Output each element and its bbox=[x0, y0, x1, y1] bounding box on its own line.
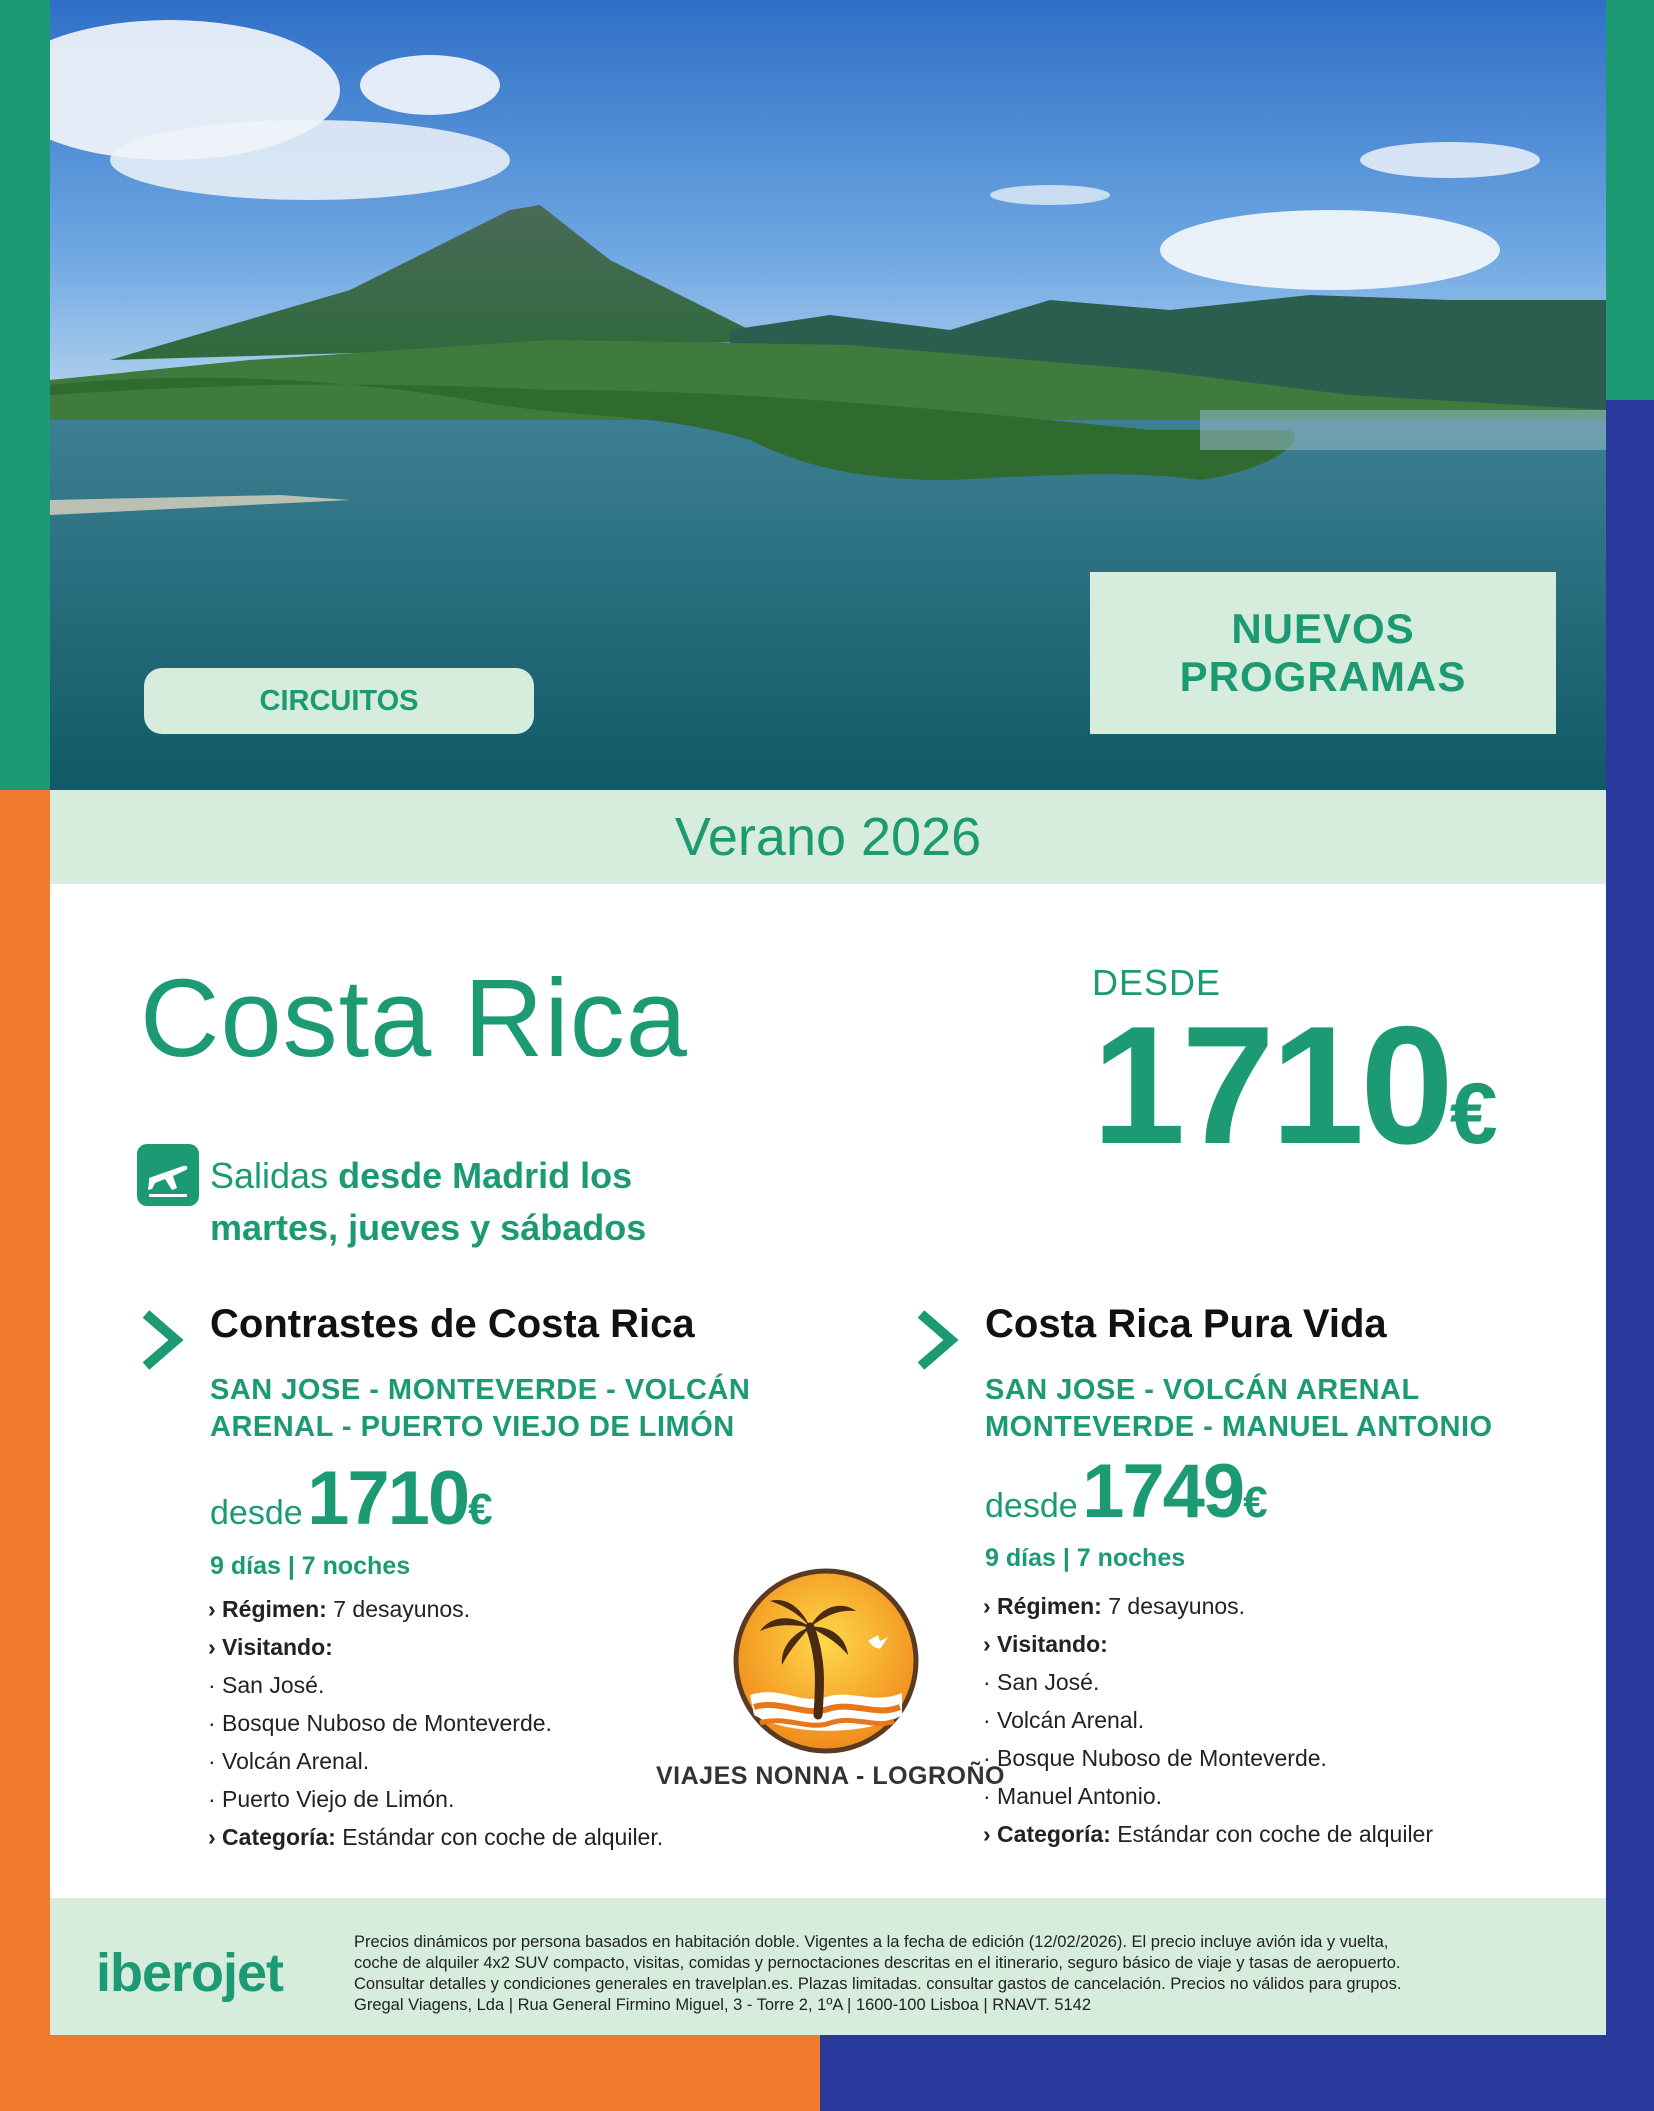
tour-2-stop: · Manuel Antonio. bbox=[983, 1783, 1163, 1809]
tour-1-route-line1: SAN JOSE - MONTEVERDE - VOLCÁN bbox=[210, 1374, 751, 1406]
tour-2-title: Costa Rica Pura Vida bbox=[985, 1302, 1387, 1346]
tour-2-price bbox=[1082, 1449, 1268, 1534]
chevron-right-icon bbox=[140, 1308, 184, 1372]
category-label: › Categoría: bbox=[983, 1821, 1111, 1847]
tour-1-currency: € bbox=[468, 1485, 493, 1534]
frame-navy-right bbox=[1606, 400, 1654, 2111]
from-price bbox=[1092, 991, 1498, 1199]
tour-1-stop: · Puerto Viejo de Limón. bbox=[208, 1786, 455, 1812]
tour-2-currency: € bbox=[1243, 1478, 1268, 1527]
new-programs-line2: PROGRAMAS bbox=[1179, 653, 1467, 700]
frame-green-right bbox=[1606, 0, 1654, 400]
tour-2-route-line1: SAN JOSE - VOLCÁN ARENAL bbox=[985, 1374, 1420, 1406]
regimen-label: › Régimen: bbox=[983, 1593, 1102, 1619]
visiting-label: › Visitando: bbox=[208, 1634, 333, 1660]
departures-prefix: Salidas bbox=[210, 1155, 329, 1196]
tour-2-price-block bbox=[985, 1448, 1268, 1535]
legal-text bbox=[354, 1932, 1544, 2016]
tour-2-stop: · San José. bbox=[983, 1669, 1100, 1695]
regimen-value: 7 desayunos. bbox=[1108, 1593, 1246, 1619]
legal-line: Consultar detalles y condiciones generales en travelplan.es. Plazas limitadas. consultar gastos de cancelación. Precios no válidos para grupos. bbox=[354, 1975, 1402, 1993]
season-label: Verano 2026 bbox=[674, 807, 982, 867]
new-programs-badge bbox=[1090, 572, 1556, 734]
tour-1-details bbox=[208, 1590, 768, 1856]
brand-logo: iberojet bbox=[96, 1943, 284, 2003]
departures-days: desde Madrid los martes, jueves y sábados bbox=[210, 1155, 647, 1248]
tour-1-visiting-label bbox=[208, 1628, 768, 1666]
legal-line: Precios dinámicos por persona basados en habitación doble. Vigentes a la fecha de edición (12/02/2026). El precio incluye avión ida y vuelta, bbox=[354, 1933, 1389, 1951]
category-value: Estándar con coche de alquiler. bbox=[342, 1824, 664, 1850]
visiting-label: › Visitando: bbox=[983, 1631, 1108, 1657]
tour-1-desde: desde bbox=[210, 1494, 303, 1532]
tour-1-category bbox=[208, 1818, 768, 1856]
currency-symbol: € bbox=[1449, 1066, 1498, 1162]
category-label: › Categoría: bbox=[208, 1824, 336, 1850]
tour-1-price-block bbox=[210, 1455, 493, 1542]
tour-1-stop: · Volcán Arenal. bbox=[208, 1748, 370, 1774]
tour-1-duration: 9 días | 7 noches bbox=[210, 1552, 411, 1580]
plane-departure-icon bbox=[137, 1144, 199, 1206]
departures-text bbox=[210, 1150, 770, 1254]
frame-navy-bottom bbox=[820, 2035, 1654, 2111]
destination-title: Costa Rica bbox=[140, 957, 688, 1080]
frame-green-left bbox=[0, 0, 50, 790]
frame-orange-left bbox=[0, 790, 50, 2111]
tour-2-visiting-label bbox=[983, 1625, 1543, 1663]
legal-line: Gregal Viagens, Lda | Rua General Firmino Miguel, 3 - Torre 2, 1ºA | 1600-100 Lisboa | RNAVT. 5142 bbox=[354, 1996, 1092, 2014]
tour-2-regimen bbox=[983, 1587, 1543, 1625]
tour-1-price bbox=[307, 1456, 493, 1541]
new-programs-line1: NUEVOS bbox=[1231, 605, 1415, 652]
category-value: Estándar con coche de alquiler bbox=[1117, 1821, 1433, 1847]
tour-2-details bbox=[983, 1587, 1543, 1853]
tour-2-duration: 9 días | 7 noches bbox=[985, 1544, 1186, 1572]
tour-1-stop: · San José. bbox=[208, 1672, 325, 1698]
tour-2-desde: desde bbox=[985, 1487, 1078, 1525]
tour-1-route-line2: ARENAL - PUERTO VIEJO DE LIMÓN bbox=[210, 1411, 735, 1443]
agency-logo-palm-icon bbox=[730, 1565, 922, 1757]
tour-2-stop: · Volcán Arenal. bbox=[983, 1707, 1145, 1733]
chevron-right-icon bbox=[915, 1308, 959, 1372]
tour-2-stop: · Bosque Nuboso de Monteverde. bbox=[983, 1745, 1327, 1771]
tour-2-price-value: 1749 bbox=[1082, 1449, 1244, 1534]
frame-orange-bottom bbox=[0, 2035, 820, 2111]
regimen-value: 7 desayunos. bbox=[333, 1596, 471, 1622]
regimen-label: › Régimen: bbox=[208, 1596, 327, 1622]
tour-1-regimen bbox=[208, 1590, 768, 1628]
tour-1-title: Contrastes de Costa Rica bbox=[210, 1302, 695, 1346]
tour-2-route-line2: MONTEVERDE - MANUEL ANTONIO bbox=[985, 1411, 1493, 1443]
from-price-value: 1710 bbox=[1092, 991, 1450, 1179]
legal-line: coche de alquiler 4x2 SUV compacto, visitas, comidas y pernoctaciones descritas en el itinerario, seguro básico de viaje y tasas de aeropuerto. bbox=[354, 1954, 1401, 1972]
category-pill: CIRCUITOS bbox=[144, 668, 534, 734]
tour-1-price-value: 1710 bbox=[307, 1456, 469, 1541]
from-label: DESDE bbox=[1092, 962, 1222, 1003]
tour-1-stop: · Bosque Nuboso de Monteverde. bbox=[208, 1710, 552, 1736]
tour-2-category bbox=[983, 1815, 1543, 1853]
agency-name: VIAJES NONNA - LOGROÑO bbox=[656, 1762, 1005, 1790]
